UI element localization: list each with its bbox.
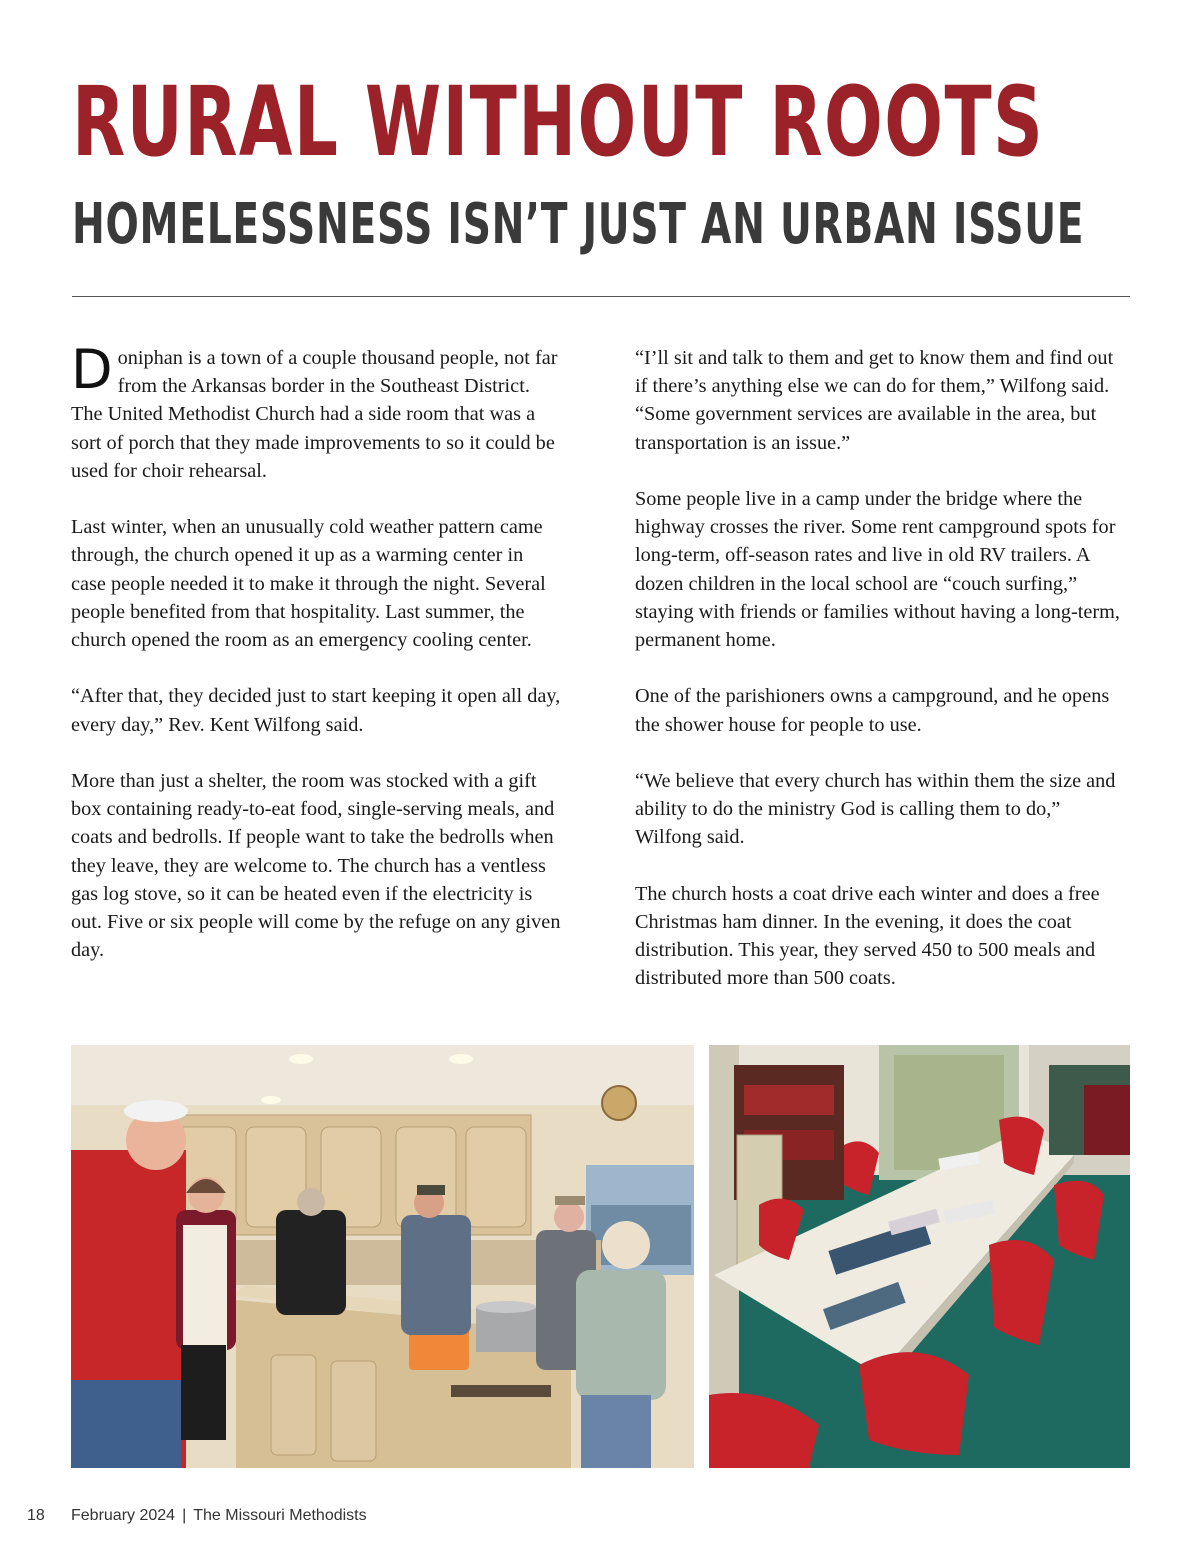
refuge-room-photo	[709, 1045, 1130, 1468]
article-column-left	[71, 338, 563, 993]
issue-date: February 2024	[71, 1507, 176, 1524]
article-paragraph: “I’ll sit and talk to them and get to know them and find out if there’s anything else we can do for them,” Wilfong said. “Some government services are available in the area, but transportation is an issue.”	[635, 347, 1114, 454]
article-subtitle: HOMELESSNESS ISN’T JUST AN URBAN ISSUE	[72, 192, 1085, 257]
kitchen-volunteers-photo	[71, 1045, 694, 1468]
article-paragraph: The church hosts a coat drive each winter and does a free Christmas ham dinner. In the evening, it does the coat distribution. This year, they served 450 to 500 meals and distributed more than 500 coats.	[635, 882, 1100, 990]
article-paragraph: Last winter, when an unusually cold weather pattern came through, the church opened it up as a warming center in case people needed it to make it through the night. Several people benefited from that hospitality. Last summer, the church opened the room as an emergency cooling center.	[71, 516, 546, 652]
article-paragraph: “We believe that every church has within them the size and ability to do the ministry God is calling them to do,” Wilfong said.	[635, 770, 1116, 849]
article-paragraph: One of the parishioners owns a campground, and he opens the shower house for people to use.	[635, 685, 1110, 736]
page-footer	[27, 1507, 367, 1525]
drop-cap: D	[71, 338, 113, 401]
publication-name: The Missouri Methodists	[193, 1507, 367, 1524]
article-paragraph: Doniphan is a town of a couple thousand people, not far from the Arkansas border in the Southeast District. The United Methodist Church had a side room that was a sort of porch that they made improvements to so it could be used for choir rehearsal.	[71, 338, 558, 482]
header-divider	[72, 296, 1130, 297]
article-paragraph: Some people live in a camp under the bridge where the highway crosses the river. Some rent campground spots for long-term, off-season rates and live in old RV trailers. A dozen children in the local school are “couch surfing,” staying with friends or families without having a long-term, permanent home.	[635, 488, 1120, 652]
footer-separator: |	[182, 1507, 187, 1524]
article-paragraph: More than just a shelter, the room was stocked with a gift box containing ready-to-eat food, single-serving meals, and coats and bedrolls. If people want to take the bedrolls when they leave, they are welcome to. The church has a ventless gas log stove, so it can be heated even if the electricity is out. Five or six people will come by the refuge on any given day.	[71, 770, 561, 962]
page-number: 18	[27, 1507, 45, 1524]
article-column-right	[635, 344, 1127, 1021]
article-title: RURAL WITHOUT ROOTS	[72, 66, 1045, 178]
article-paragraph: “After that, they decided just to start keeping it open all day, every day,” Rev. Kent Wilfong said.	[71, 685, 561, 736]
